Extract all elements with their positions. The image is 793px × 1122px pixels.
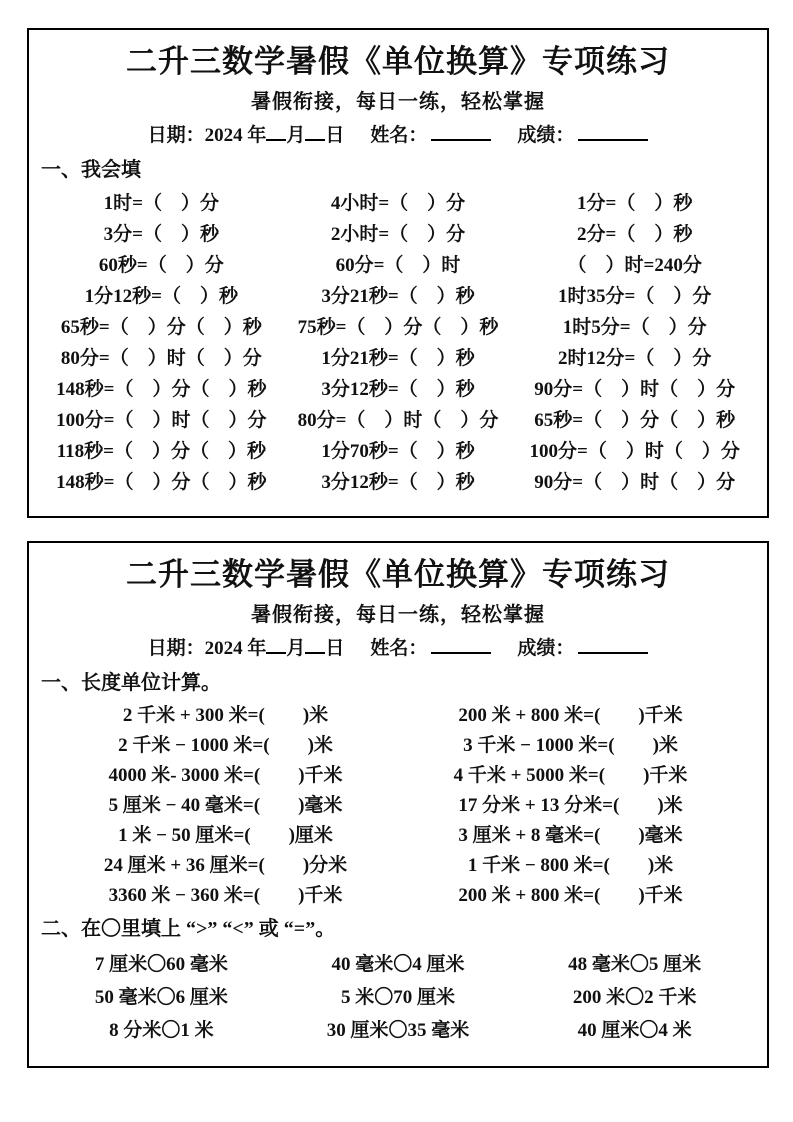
panel2-title: 二升三数学暑假《单位换算》专项练习: [126, 557, 670, 592]
problem-cell: 2小时=（ ）分: [330, 224, 466, 245]
name-blank: [431, 636, 491, 654]
problem-cell: 2 千米 − 1000 米=( )米: [118, 734, 333, 756]
problem-cell: 118秒=（ ）分（ ）秒: [56, 441, 266, 462]
panel1-subtitle: 暑假衔接，每日一练，轻松掌握: [251, 91, 545, 113]
worksheet-panel-length: [27, 541, 769, 1068]
month-blank: [266, 123, 286, 141]
problem-cell: 1时5分=（ ）分: [562, 317, 707, 338]
score-blank: [578, 123, 648, 141]
date-label: 日期：2024 年: [147, 638, 267, 659]
problem-cell: 3 千米 − 1000 米=( )米: [463, 734, 678, 756]
problem-cell: 80分=（ ）时（ ）分: [297, 410, 499, 431]
problem-cell: 200 米 + 800 米=( )千米: [458, 884, 683, 906]
problem-cell: 3360 米 − 360 米=( )千米: [108, 884, 343, 906]
day-label: 日: [325, 125, 345, 146]
problem-cell: 1分70秒=（ ）秒: [321, 441, 475, 462]
panel1-section-heading: 一、我会填: [41, 159, 141, 181]
problem-cell: 3分=（ ）秒: [103, 224, 219, 245]
problem-cell: 40 毫米〇4 厘米: [331, 954, 465, 975]
length-problem-grid: [29, 698, 767, 908]
problem-cell: 17 分米 + 13 分米=( )米: [458, 794, 683, 816]
problem-cell: 8 分米〇1 米: [109, 1020, 214, 1041]
panel2-dateline: [29, 636, 767, 662]
problem-cell: 1分21秒=（ ）秒: [321, 348, 475, 369]
score-label: 成绩：: [517, 638, 575, 659]
problem-cell: 30 厘米〇35 毫米: [326, 1020, 470, 1041]
name-label: 姓名：: [370, 638, 428, 659]
worksheet-panel-time: [27, 28, 769, 518]
problem-cell: 4 千米 + 5000 米=( )千米: [453, 764, 688, 786]
problem-cell: 100分=（ ）时（ ）分: [529, 441, 740, 462]
problem-cell: 200 米 + 800 米=( )千米: [458, 704, 683, 726]
panel1-title: 二升三数学暑假《单位换算》专项练习: [126, 44, 670, 79]
score-blank: [578, 636, 648, 654]
problem-cell: 60秒=（ ）分: [98, 255, 224, 276]
problem-cell: 5 厘米 − 40 毫米=( )毫米: [108, 794, 343, 816]
problem-cell: 2时12分=（ ）分: [558, 348, 712, 369]
month-label: 月: [286, 125, 306, 146]
problem-cell: 5 米〇70 厘米: [340, 987, 455, 1008]
panel2-subtitle: 暑假衔接，每日一练，轻松掌握: [251, 604, 545, 626]
compare-problem-grid: [29, 946, 767, 1045]
problem-cell: 65秒=（ ）分（ ）秒: [534, 410, 736, 431]
problem-cell: 80分=（ ）时（ ）分: [60, 348, 262, 369]
problem-cell: 200 米〇2 千米: [572, 987, 697, 1008]
problem-cell: 40 厘米〇4 米: [577, 1020, 692, 1041]
problem-cell: 50 毫米〇6 厘米: [94, 987, 228, 1008]
problem-cell: 3 厘米 + 8 毫米=( )毫米: [458, 824, 683, 846]
problem-cell: 3分12秒=（ ）秒: [321, 379, 475, 400]
problem-cell: 1时=（ ）分: [103, 193, 219, 214]
problem-cell: 100分=（ ）时（ ）分: [56, 410, 267, 431]
problem-cell: 24 厘米 + 36 厘米=( )分米: [103, 854, 348, 876]
problem-cell: 65秒=（ ）分（ ）秒: [60, 317, 262, 338]
panel2-section1-heading: 一、长度单位计算。: [41, 672, 221, 694]
day-blank: [305, 123, 325, 141]
time-problem-grid: [29, 186, 767, 496]
month-label: 月: [286, 638, 306, 659]
problem-cell: 148秒=（ ）分（ ）秒: [56, 379, 267, 400]
problem-cell: 1分12秒=（ ）秒: [84, 286, 238, 307]
problem-cell: 1 米 − 50 厘米=( )厘米: [118, 824, 333, 846]
problem-cell: 1分=（ ）秒: [577, 193, 693, 214]
day-label: 日: [325, 638, 345, 659]
problem-cell: 4小时=（ ）分: [330, 193, 466, 214]
problem-cell: 60分=（ ）时: [335, 255, 461, 276]
problem-cell: 148秒=（ ）分（ ）秒: [56, 472, 267, 493]
date-label: 日期：2024 年: [147, 125, 267, 146]
problem-cell: 1 千米 − 800 米=( )米: [467, 854, 674, 876]
problem-cell: 90分=（ ）时（ ）分: [534, 472, 736, 493]
problem-cell: 3分21秒=（ ）秒: [321, 286, 475, 307]
problem-cell: （ ）时=240分: [567, 255, 702, 276]
panel2-section2-heading: 二、在〇里填上 “>” “<” 或 “=”。: [41, 918, 336, 940]
problem-cell: 3分12秒=（ ）秒: [321, 472, 475, 493]
problem-cell: 2分=（ ）秒: [577, 224, 693, 245]
problem-cell: 4000 米- 3000 米=( )千米: [108, 764, 343, 786]
problem-cell: 48 毫米〇5 厘米: [568, 954, 702, 975]
score-label: 成绩：: [517, 125, 575, 146]
name-blank: [431, 123, 491, 141]
problem-cell: 2 千米 + 300 米=( )米: [122, 704, 329, 726]
problem-cell: 7 厘米〇60 毫米: [94, 954, 228, 975]
problem-cell: 75秒=（ ）分（ ）秒: [297, 317, 499, 338]
problem-cell: 1时35分=（ ）分: [558, 286, 712, 307]
month-blank: [266, 636, 286, 654]
panel1-dateline: [29, 123, 767, 149]
name-label: 姓名：: [370, 125, 428, 146]
problem-cell: 90分=（ ）时（ ）分: [534, 379, 736, 400]
day-blank: [305, 636, 325, 654]
